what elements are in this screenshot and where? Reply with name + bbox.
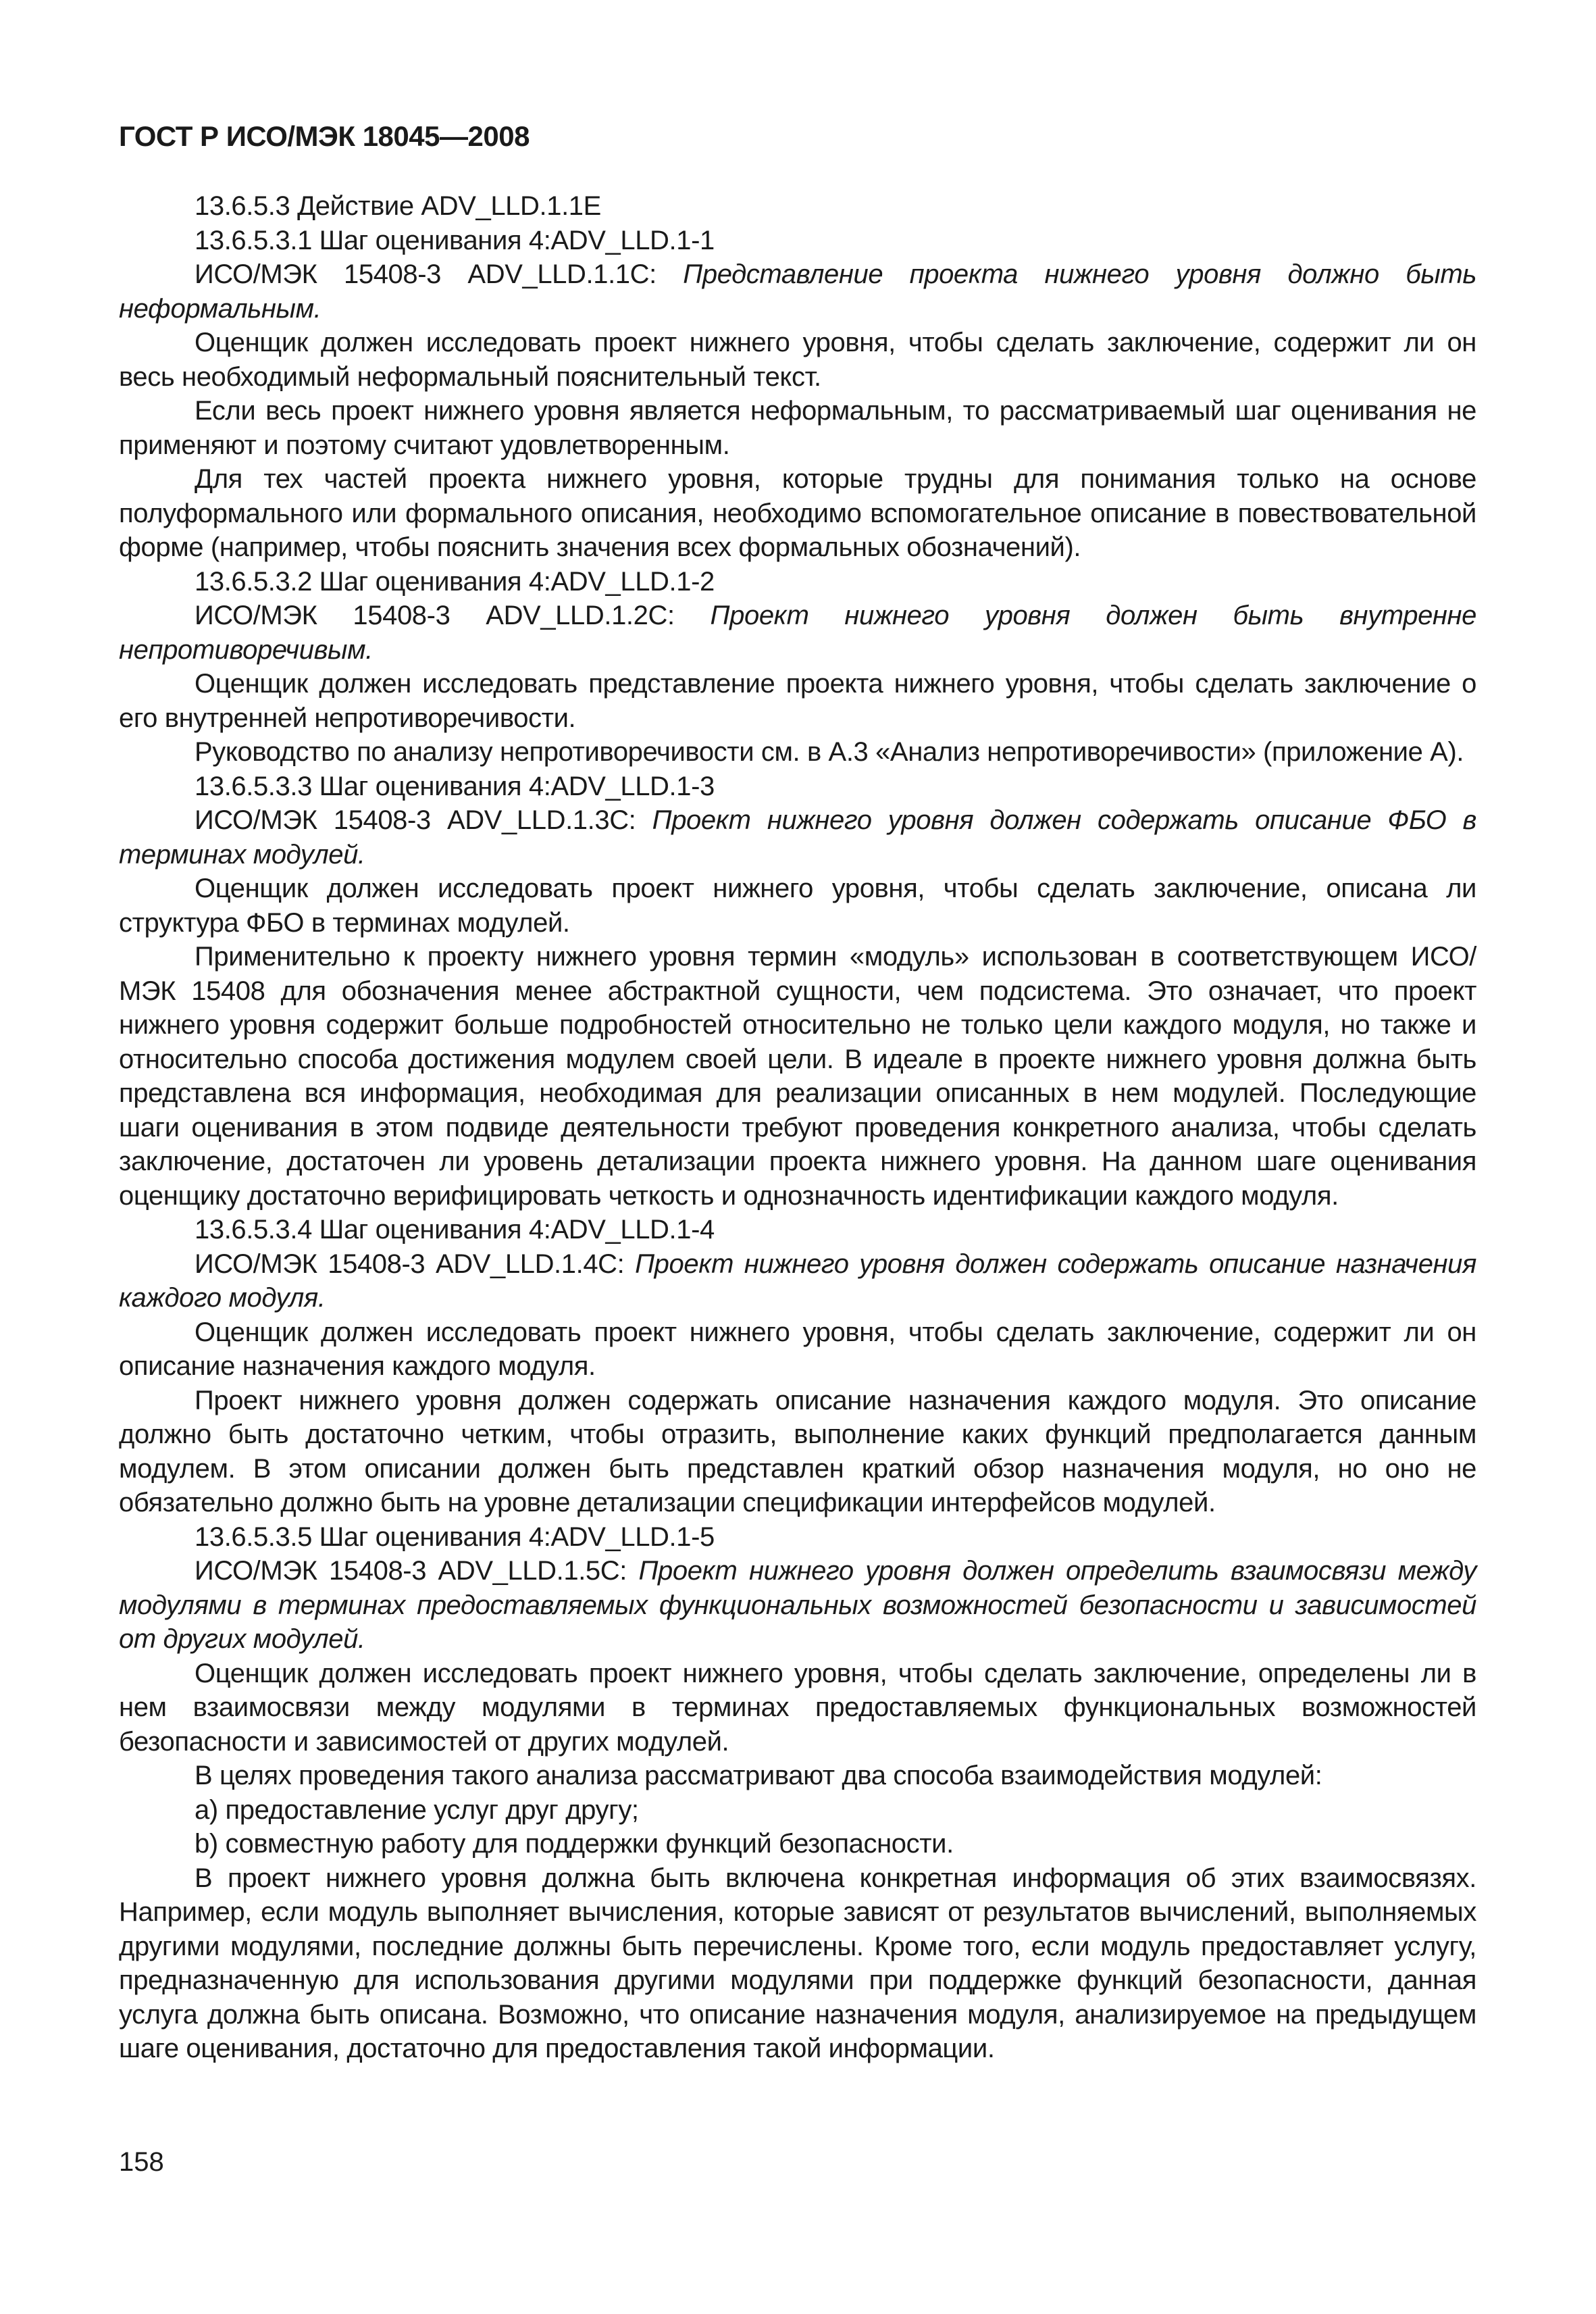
body-paragraph: Оценщик должен исследовать проект нижнего уровня, чтобы сделать заключение, содержит ли он весь необходимый неформальный пояснительный текст.: [119, 328, 1476, 392]
section-heading: 13.6.5.3 Действие ADV_LLD.1.1E: [195, 191, 601, 221]
section-heading: 13.6.5.3.2 Шаг оценивания 4:ADV_LLD.1-2: [195, 566, 715, 597]
requirement-reference: ИСО/МЭК 15408-3 ADV_LLD.1.3С:: [195, 805, 652, 835]
body-paragraph: Если весь проект нижнего уровня является неформальным, то рассматриваемый шаг оценивания не применяют и поэтому считают удовлетворенным.: [119, 396, 1476, 460]
body-paragraph: Оценщик должен исследовать проект нижнего уровня, чтобы сделать заключение, определены ли в нем взаимосвязи между модулями в терминах предоставляемых функциональных возможностей безопасности и зависимостей от других модулей.: [119, 1658, 1476, 1757]
body-paragraph: b) совместную работу для поддержки функций безопасности.: [195, 1829, 954, 1859]
requirement-text: Проект нижнего уровня должен определить взаимосвязи между модулями в терминах предоставляемых функциональных возможностей безопасности и зависимостей от других модулей.: [119, 1556, 1476, 1654]
requirement-paragraph: [119, 1247, 1476, 1315]
body-paragraph: Оценщик должен исследовать проект нижнего уровня, чтобы сделать заключение, описана ли структура ФБО в терминах модулей.: [119, 874, 1476, 938]
body-paragraph: Руководство по анализу непротиворечивости см. в А.3 «Анализ непротиворечивости» (приложение А).: [195, 737, 1464, 767]
body-paragraph: Оценщик должен исследовать представление проекта нижнего уровня, чтобы сделать заключение о его внутренней непротиворечивости.: [119, 669, 1476, 733]
requirement-text: Проект нижнего уровня должен содержать описание ФБО в терминах модулей.: [119, 805, 1477, 870]
requirement-paragraph: [119, 1554, 1476, 1657]
requirement-reference: ИСО/МЭК 15408-3 ADV_LLD.1.4С:: [195, 1249, 636, 1279]
body-paragraph: В проект нижнего уровня должна быть включена конкретная информация об этих взаимосвязях. Например, если модуль выполняет вычисления, которые зависят от результатов вычислений, выполняемых другими модулями, последние должны быть перечислены. Кроме того, если модуль предоставляет услугу, предназначенную для использования другими модулями при поддержке функций безопасности, данная услуга должна быть описана. Возможно, что описание назначения модуля, анализируемое на предыдущем шаге оценивания, достаточно для предоставления такой информации.: [119, 1863, 1476, 2063]
body-paragraph: Применительно к проекту нижнего уровня термин «модуль» использован в соответствующем ИСО/МЭК 15408 для обозначения менее абстрактной сущности, чем подсистема. Это означает, что проект нижнего уровня содержит больше подробностей относительно не только цели каждого модуля, но также и относительно способа достижения модулем своей цели. В идеале в проекте нижнего уровня должна быть представлена вся информация, необходимая для реализации описанных в нем модулей. Последующие шаги оценивания в этом подвиде деятельности требуют проведения конкретного анализа, чтобы сделать заключение, достаточен ли уровень детализации проекта нижнего уровня. На данном шаге оценивания оценщику достаточно верифицировать четкость и однозначность идентификации каждого модуля.: [119, 942, 1476, 1211]
requirement-reference: ИСО/МЭК 15408-3 ADV_LLD.1.2С:: [195, 601, 711, 630]
requirement-text: Представление проекта нижнего уровня должно быть неформальным.: [119, 259, 1476, 324]
section-heading: 13.6.5.3.1 Шаг оценивания 4:ADV_LLD.1-1: [195, 225, 715, 255]
section-heading: 13.6.5.3.3 Шаг оценивания 4:ADV_LLD.1-3: [195, 771, 715, 801]
page-number: 158: [119, 2147, 164, 2177]
body-paragraph: В целях проведения такого анализа рассматривают два способа взаимодействия модулей:: [195, 1761, 1322, 1790]
requirement-paragraph: [119, 803, 1476, 872]
requirement-text: Проект нижнего уровня должен быть внутренне непротиворечивым.: [119, 601, 1476, 665]
body-paragraph: Проект нижнего уровня должен содержать описание назначения каждого модуля. Это описание должно быть достаточно четким, чтобы отразить, выполнение каких функций предполагается данным модулем. В этом описании должен быть представлен краткий обзор назначения модуля, но оно не обязательно должно быть на уровне детализации спецификации интерфейсов модулей.: [119, 1385, 1476, 1517]
requirement-reference: ИСО/МЭК 15408-3 ADV_LLD.1.1С:: [195, 259, 684, 289]
document-header: ГОСТ Р ИСО/МЭК 18045—2008: [119, 120, 530, 152]
body-paragraph: Оценщик должен исследовать проект нижнего уровня, чтобы сделать заключение, содержит ли он описание назначения каждого модуля.: [119, 1317, 1476, 1381]
requirement-paragraph: [119, 257, 1476, 326]
body-paragraph: Для тех частей проекта нижнего уровня, которые трудны для понимания только на основе полуформального или формального описания, необходимо вспомогательное описание в повествовательной форме (например, чтобы пояснить значения всех формальных обозначений).: [119, 464, 1476, 562]
section-heading: 13.6.5.3.4 Шаг оценивания 4:ADV_LLD.1-4: [195, 1215, 715, 1244]
requirement-reference: ИСО/МЭК 15408-3 ADV_LLD.1.5С:: [195, 1556, 639, 1586]
requirement-text: Проект нижнего уровня должен содержать описание назначения каждого модуля.: [119, 1249, 1476, 1313]
section-heading: 13.6.5.3.5 Шаг оценивания 4:ADV_LLD.1-5: [195, 1521, 715, 1552]
requirement-paragraph: [119, 599, 1476, 667]
body-paragraph: а) предоставление услуг друг другу;: [195, 1794, 639, 1825]
document-body: [119, 189, 1476, 2066]
